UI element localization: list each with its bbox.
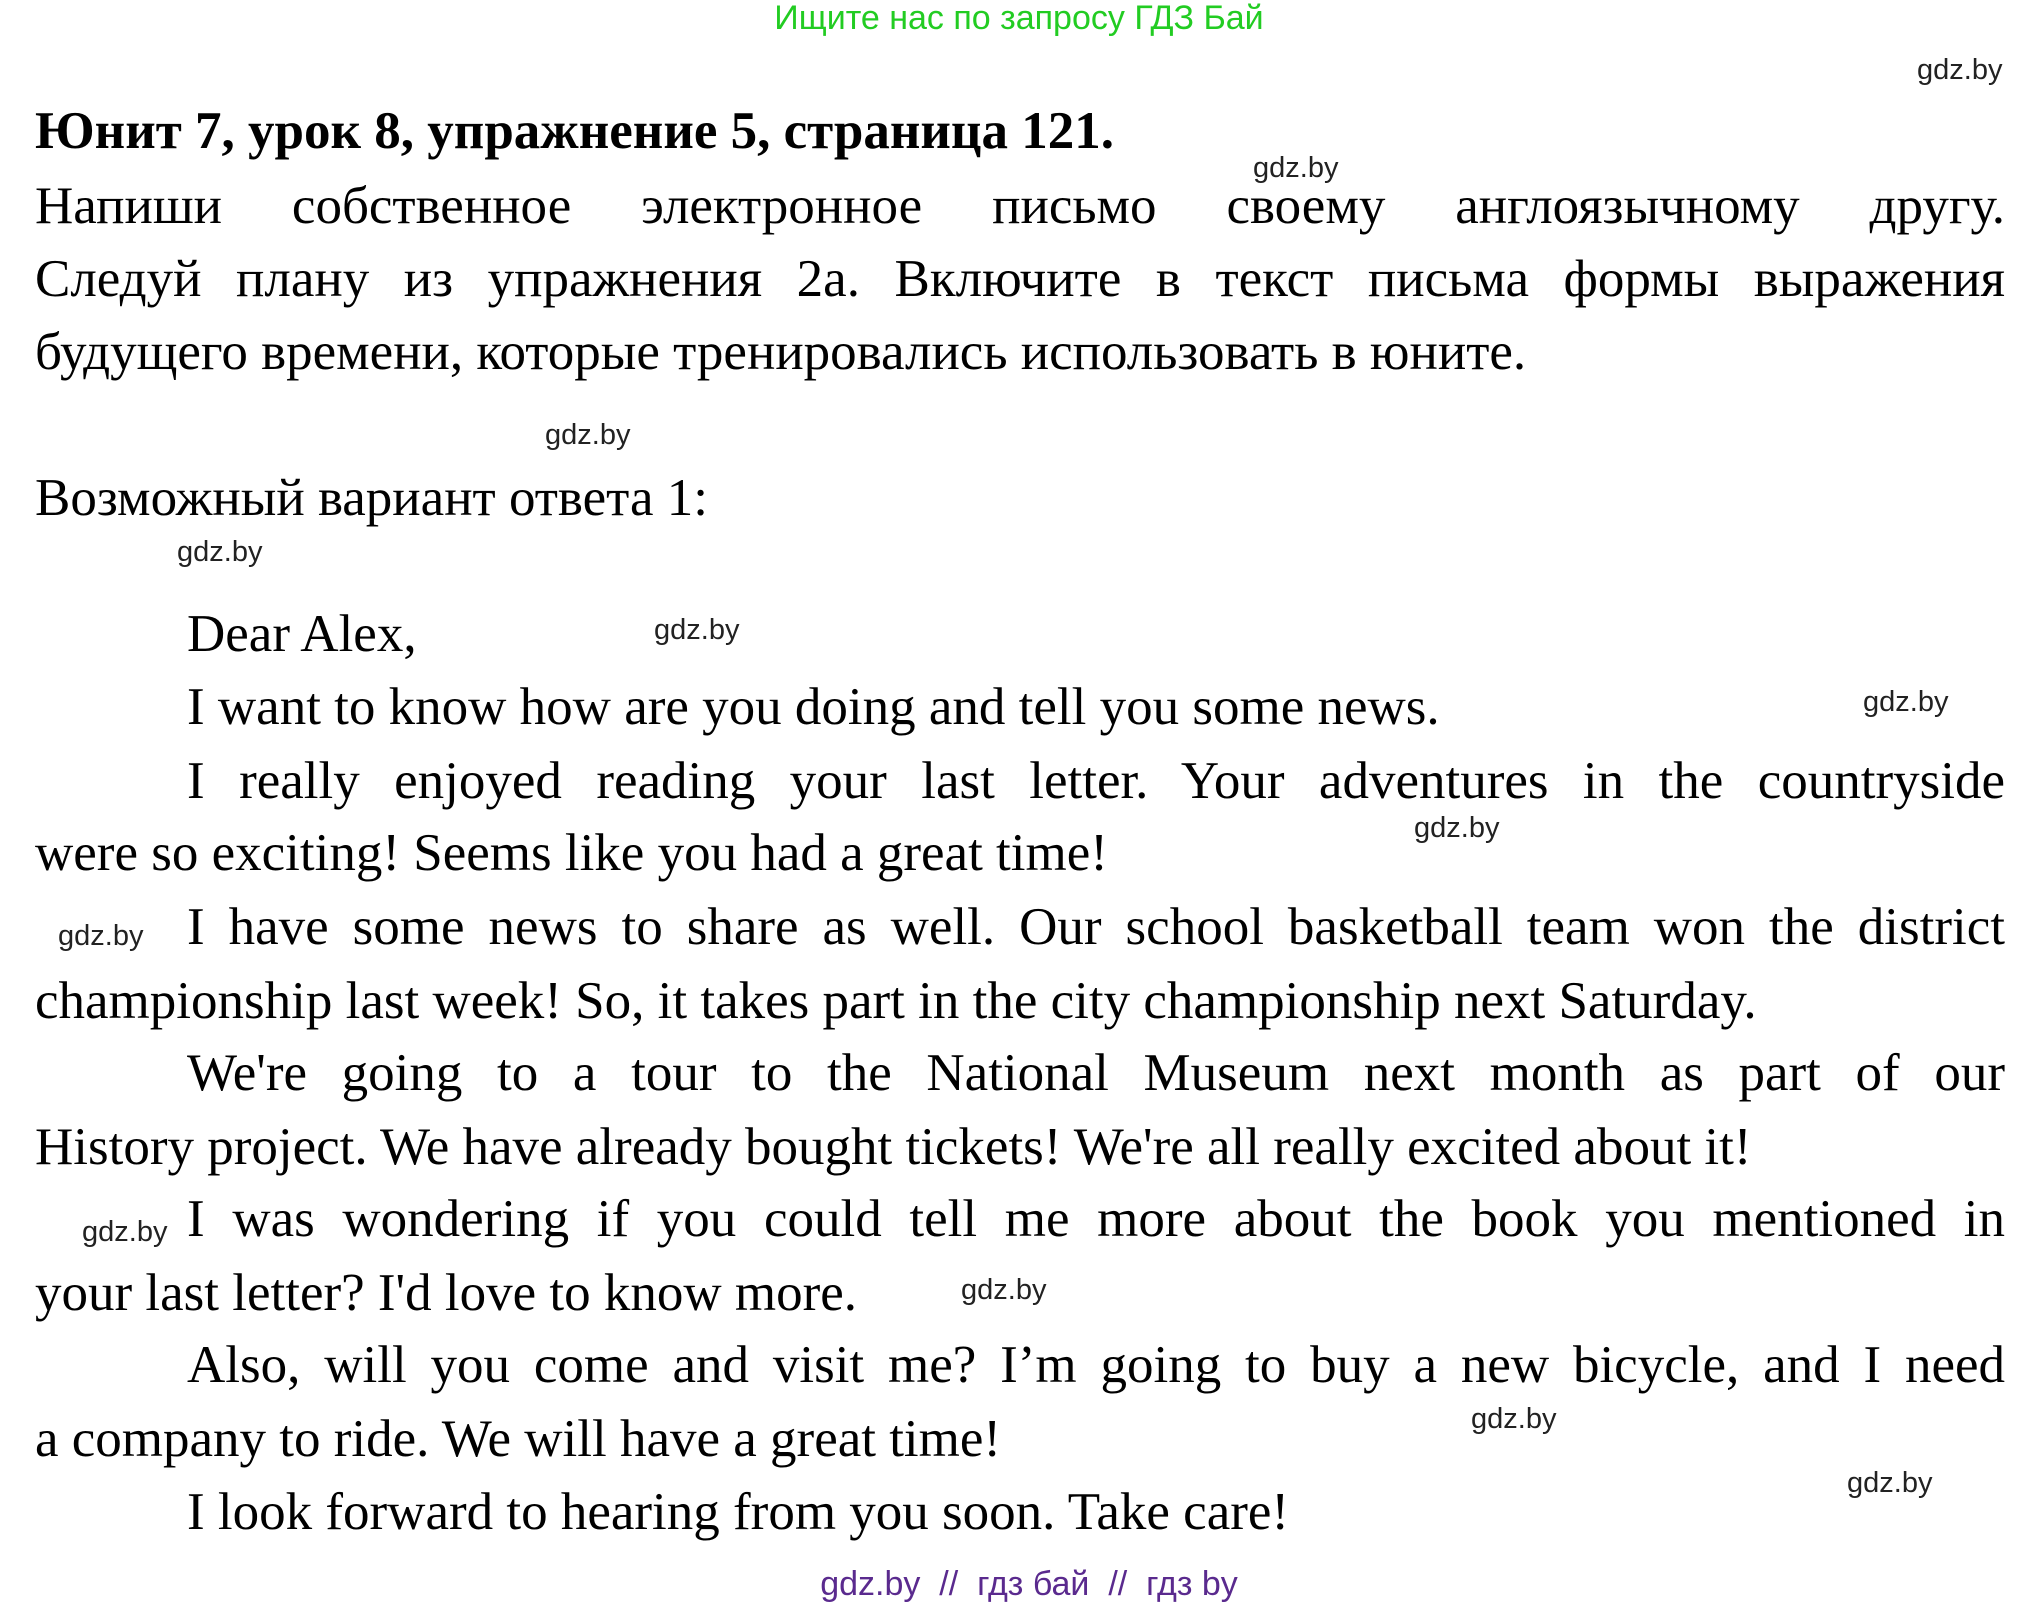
watermark: gdz.by [1863,686,1949,718]
letter-line: History project. We have already bought tickets! We're all really excited about it! [35,1118,1752,1176]
watermark: gdz.by [58,920,144,952]
watermark: gdz.by [1917,54,2003,86]
letter-line: We're going to a tour to the National Museum next month as part of our [187,1044,2005,1102]
watermark: gdz.by [1414,812,1500,844]
letter-line: I really enjoyed reading your last letter. Your adventures in the countryside [187,752,2005,810]
task-line: Напиши собственное электронное письмо своему англоязычному другу. [35,177,2005,235]
letter-line: I have some news to share as well. Our school basketball team won the district [187,898,2005,956]
watermark: gdz.by [961,1274,1047,1306]
letter-line: a company to ride. We will have a great time! [35,1410,1002,1468]
task-line: будущего времени, которые тренировались использовать в юните. [35,323,1527,381]
letter-line: championship last week! So, it takes part in the city championship next Saturday. [35,972,1757,1030]
watermark: gdz.by [1253,152,1339,184]
answer-label: Возможный вариант ответа 1: [35,469,708,527]
letter-line: I was wondering if you could tell me more about the book you mentioned in [187,1190,2005,1248]
watermark: gdz.by [545,419,631,451]
footer-links: gdz.by // гдз бай // гдз by [820,1565,1238,1603]
letter-line: I look forward to hearing from you soon. Take care! [187,1483,1290,1541]
letter-greeting: Dear Alex, [187,605,417,663]
letter-line: were so exciting! Seems like you had a great time! [35,824,1108,882]
watermark: gdz.by [82,1216,168,1248]
watermark: gdz.by [1847,1467,1933,1499]
watermark: gdz.by [654,614,740,646]
page-title: Юнит 7, урок 8, упражнение 5, страница 121. [35,102,1114,160]
watermark: gdz.by [1471,1403,1557,1435]
letter-line: your last letter? I'd love to know more. [35,1264,857,1322]
search-hint-banner: Ищите нас по запросу ГДЗ Бай [774,0,1264,37]
task-line: Следуй плану из упражнения 2а. Включите в текст письма формы выражения [35,250,2005,308]
letter-line: Also, will you come and visit me? I’m going to buy a new bicycle, and I need [187,1336,2005,1394]
watermark: gdz.by [177,536,263,568]
letter-line: I want to know how are you doing and tell you some news. [187,678,1440,736]
